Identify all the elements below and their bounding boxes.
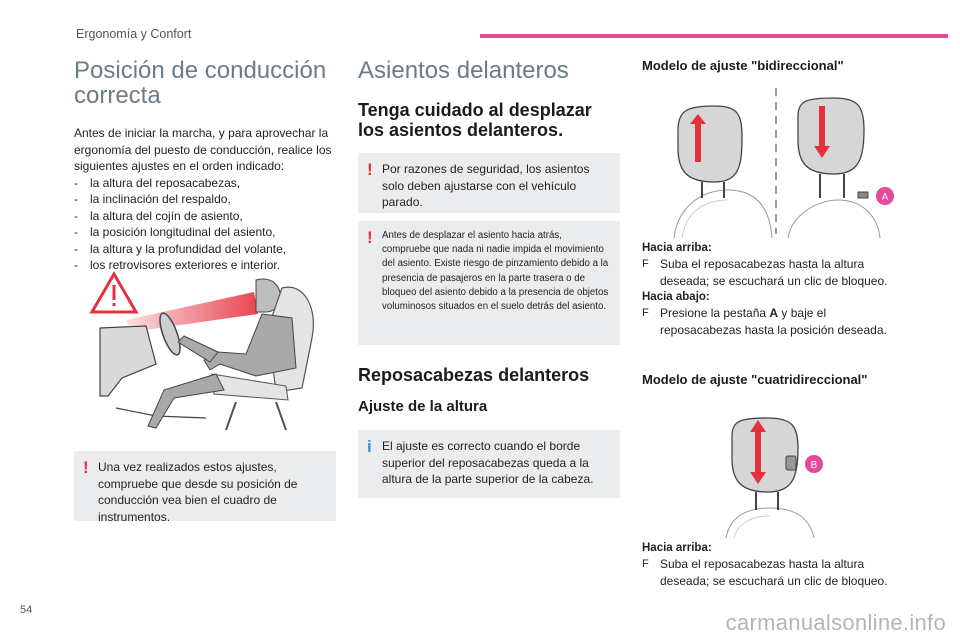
warning-icon: ! xyxy=(367,228,373,247)
headrest xyxy=(678,106,742,182)
info-icon: i xyxy=(367,437,372,456)
height-info-note xyxy=(358,430,620,498)
left-column xyxy=(74,58,336,274)
pinch-risk-note-text: Antes de desplazar el asiento hacia atrás, compruebe que nada ni nadie impida el movimiento del asiento. Existe riesgo de pinzamiento debido a la presencia de pasajeros en la parte trasera o de bloqueo del asiento debido a la presencia de objetos voluminosos situados en el suelo detrás del asiento. xyxy=(382,230,609,313)
section-title: Ergonomía y Confort xyxy=(76,27,192,41)
up-label: Hacia arriba: xyxy=(642,242,712,254)
warning-triangle-icon xyxy=(92,274,136,312)
list-item: - la posición longitudinal del asiento, xyxy=(74,225,276,239)
list-item: - la altura y la profundidad del volante, xyxy=(74,241,287,256)
left-warning-note xyxy=(74,451,336,524)
dashboard xyxy=(100,326,156,396)
up-step: F Suba el reposacabezas hasta la altura deseada; se escuchará un clic de bloqueo. xyxy=(642,557,888,588)
safety-note-text: Por razones de seguridad, los asientos solo deben ajustarse con el vehículo parado. xyxy=(382,162,590,209)
bullet-arrow-icon: F xyxy=(642,307,649,319)
down-label: Hacia abajo: xyxy=(642,291,710,303)
pinch-risk-note xyxy=(358,221,620,345)
adjustment-list xyxy=(74,175,336,274)
safety-note xyxy=(358,153,620,213)
quadridirectional-steps xyxy=(642,540,904,589)
driving-position-intro: Antes de iniciar la marcha, y para aprovechar la ergonomía del puesto de conducción, realice los siguientes ajustes en el orden indicado: xyxy=(74,126,332,173)
up-label: Hacia arriba: xyxy=(642,542,712,554)
driver-torso xyxy=(204,314,296,376)
model-quad-header xyxy=(642,372,904,387)
model-bidirectional-title: Modelo de ajuste "bidireccional" xyxy=(642,58,844,73)
middle-column xyxy=(358,58,620,498)
quadridirectional-headrest-illustration xyxy=(720,412,832,538)
badge-a-label: A xyxy=(881,192,889,203)
page-number: 54 xyxy=(20,604,33,616)
down-step: F Presione la pestaña A y baje el reposacabezas hasta la posición deseada. xyxy=(642,306,887,337)
bidirectional-headrest-illustration xyxy=(668,88,896,238)
caution-title: Tenga cuidado al desplazar los asientos delanteros. xyxy=(358,100,592,140)
model-quadridirectional-title: Modelo de ajuste "cuatridireccional" xyxy=(642,372,868,387)
list-item: - la altura del cojín de asiento, xyxy=(74,208,243,223)
up-step: F Suba el reposacabezas hasta la altura deseada; se escuchará un clic de bloqueo. xyxy=(642,257,888,288)
list-item: - la altura del reposacabezas, xyxy=(74,175,241,190)
header-accent-bar xyxy=(480,34,948,38)
driving-position-title: Posición de conducción correcta xyxy=(74,57,327,109)
badge-b-label: B xyxy=(810,460,818,471)
bullet-arrow-icon: F xyxy=(642,558,649,570)
list-item: - los retrovisores exteriores e interior. xyxy=(74,258,281,272)
bullet-arrow-icon: F xyxy=(642,258,649,270)
watermark: carmanualsonline.info xyxy=(725,610,946,635)
driver-legs xyxy=(148,374,224,428)
headrest xyxy=(798,98,864,174)
warning-note-text: Una vez realizados estos ajustes, compruebe que desde su posición de conducción vea bien el cuadro de instrumentos. xyxy=(98,460,298,524)
right-column xyxy=(642,58,902,73)
front-seats-title: Asientos delanteros xyxy=(358,57,569,84)
bidirectional-steps xyxy=(642,240,904,338)
height-adjust-title: Ajuste de la altura xyxy=(358,398,488,415)
warning-icon: ! xyxy=(367,160,373,179)
list-item: - la inclinación del respaldo, xyxy=(74,192,231,206)
headrest xyxy=(732,418,798,492)
driver-seat-illustration xyxy=(86,268,336,440)
warning-icon: ! xyxy=(83,458,89,477)
height-info-text: El ajuste es correcto cuando el borde superior del reposacabezas queda a la altura de la parte superior de la cabeza. xyxy=(382,439,594,486)
front-headrests-title: Reposacabezas delanteros xyxy=(358,365,590,385)
